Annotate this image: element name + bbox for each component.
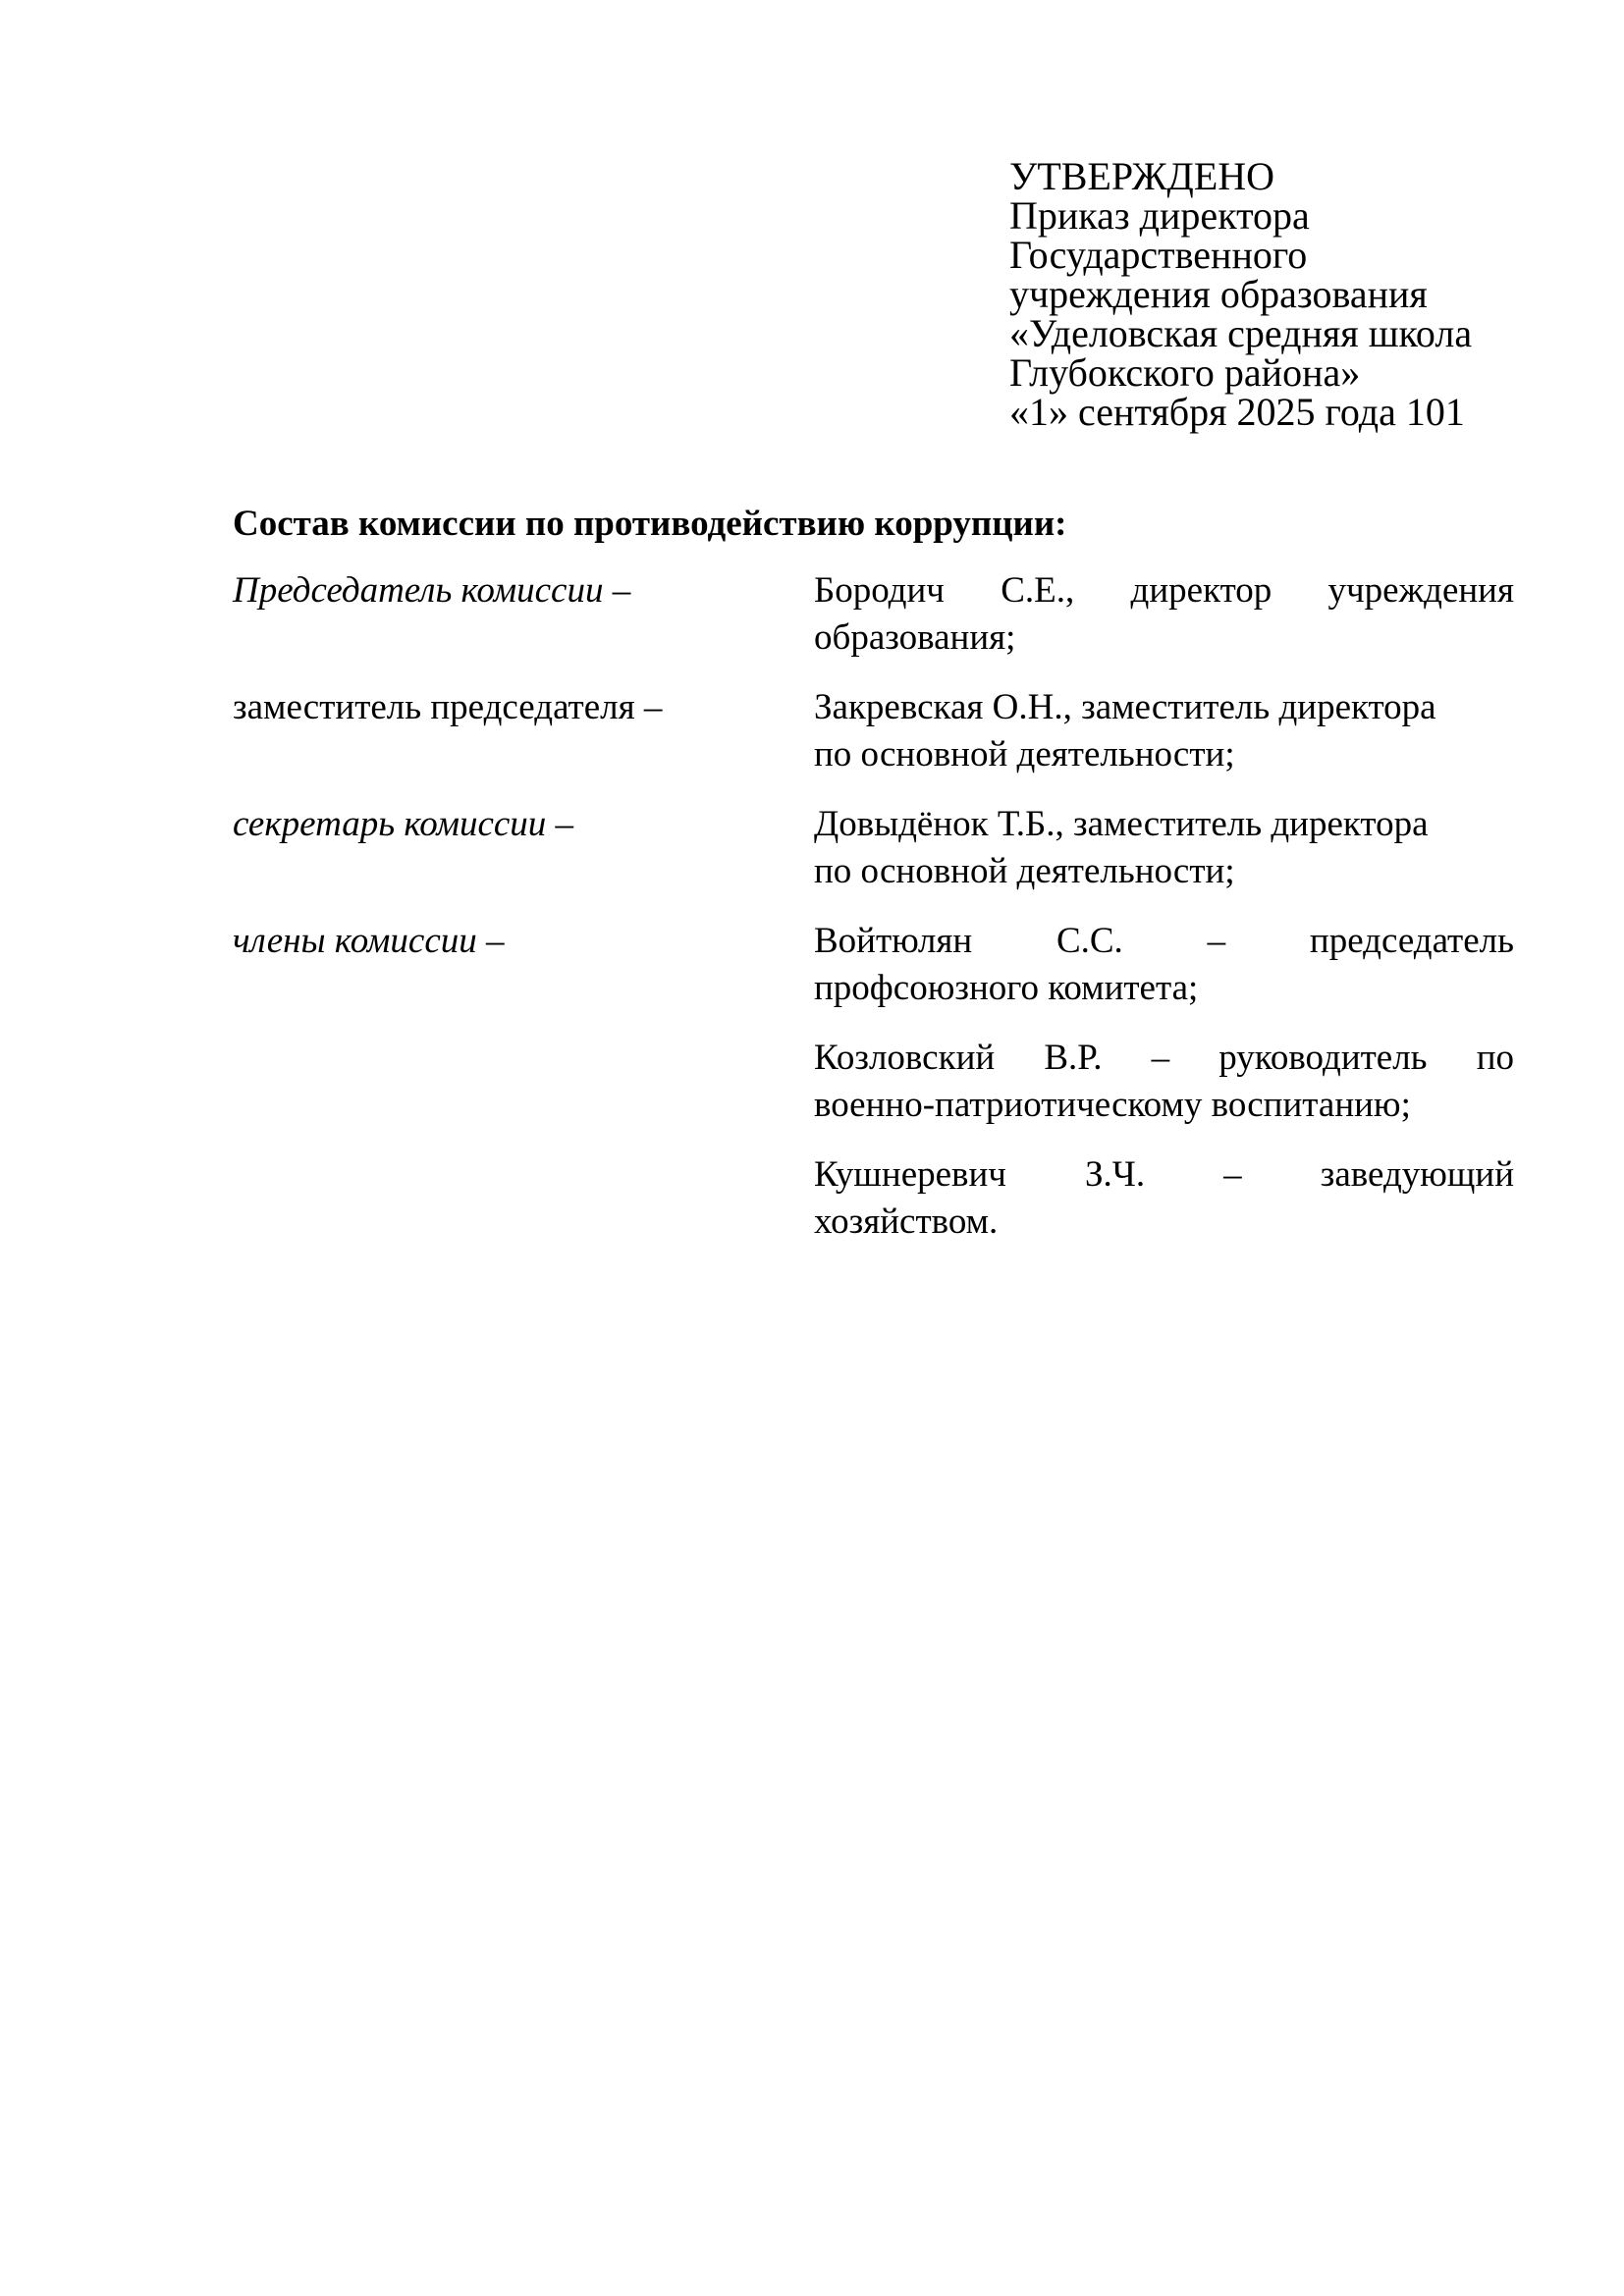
- member-person-line: по основной деятельности;: [814, 851, 1235, 891]
- approval-line: Государственного: [1009, 233, 1308, 277]
- member-row-chairman: [233, 567, 1514, 662]
- member-person: [814, 684, 1514, 778]
- approval-heading: УТВЕРЖДЕНО: [1009, 154, 1275, 198]
- document-title: Состав комиссии по противодействию коррупции:: [233, 504, 1067, 544]
- member-row-member: [233, 918, 1514, 1012]
- member-person: [814, 918, 1514, 1012]
- approval-line: Приказ директора: [1009, 193, 1310, 238]
- member-role: секретарь комиссии –: [233, 804, 574, 844]
- member-person-line: хозяйством.: [814, 1201, 999, 1242]
- approval-line: учреждения образования: [1009, 272, 1428, 316]
- approval-line: Глубокского района»: [1009, 350, 1361, 395]
- member-row-member: [233, 1151, 1514, 1246]
- member-person-line: Бородич С.Е., директор учреждения: [814, 570, 1514, 611]
- member-role: Председатель комиссии –: [233, 570, 631, 611]
- member-person-line: Козловский В.Р. – руководитель по: [814, 1038, 1514, 1078]
- approval-stamp-block: [1009, 154, 1559, 434]
- member-person-line: по основной деятельности;: [814, 734, 1235, 774]
- member-person-line: Войтюлян С.С. – председатель: [814, 921, 1514, 961]
- member-role: члены комиссии –: [233, 921, 505, 961]
- member-person: [814, 1035, 1514, 1129]
- member-person-line: профсоюзного комитета;: [814, 968, 1199, 1008]
- member-person-line: Закревская О.Н., заместитель директора: [814, 687, 1436, 727]
- approval-line: «Уделовская средняя школа: [1009, 311, 1473, 355]
- approval-date-line: «1» сентября 2025 года 101: [1009, 390, 1465, 434]
- member-person-line: образования;: [814, 617, 1016, 658]
- member-person: [814, 1151, 1514, 1246]
- member-row-deputy: [233, 684, 1514, 778]
- member-role: заместитель председателя –: [233, 687, 663, 727]
- member-person: [814, 567, 1514, 662]
- member-row-secretary: [233, 801, 1514, 895]
- member-row-member: [233, 1035, 1514, 1129]
- member-person-line: Довыдёнок Т.Б., заместитель директора: [814, 804, 1429, 844]
- member-person: [814, 801, 1514, 895]
- member-person-line: Кушнеревич З.Ч. – заведующий: [814, 1154, 1514, 1195]
- member-person-line: военно-патриотическому воспитанию;: [814, 1085, 1411, 1125]
- commission-members-list: [233, 567, 1514, 1268]
